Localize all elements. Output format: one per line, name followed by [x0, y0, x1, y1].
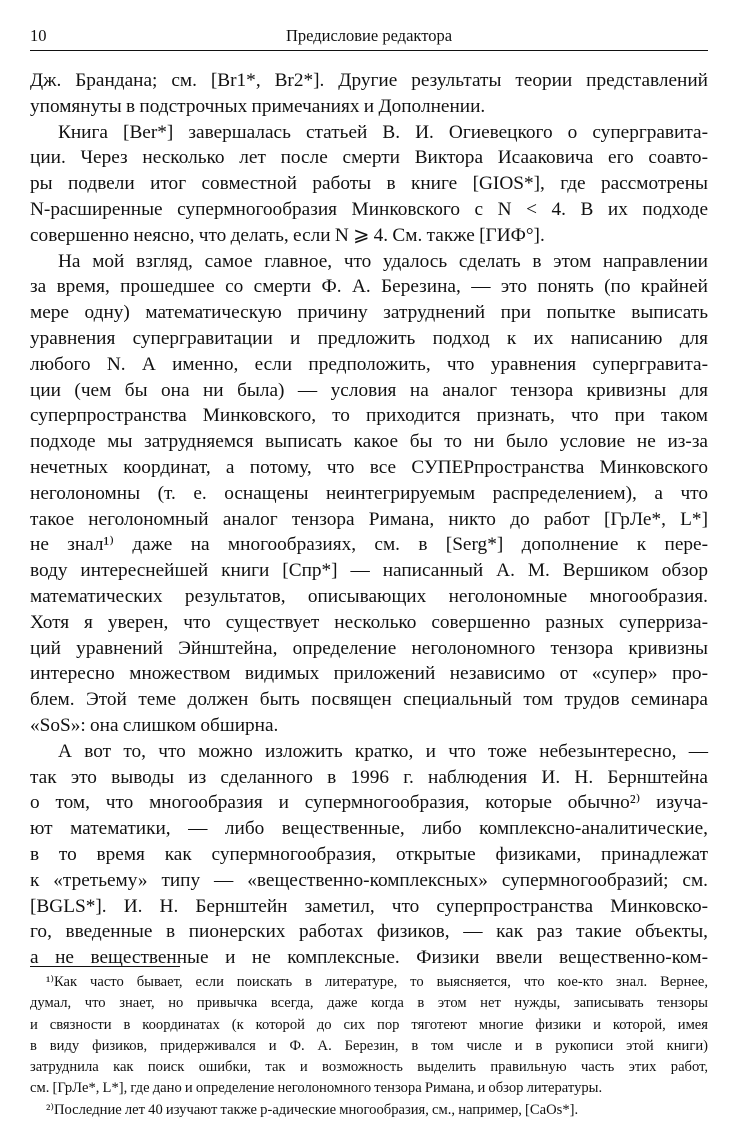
text-line: суперпространства Минковского, то приходится признать, что при таком: [30, 405, 708, 427]
text-line: ций уравнений Эйнштейна, определение неголономного тензора кривизны: [30, 637, 708, 659]
text-line: за время, прошедшее со смерти Ф. А. Березина, — это понять (по крайней: [30, 276, 708, 298]
text-line: нечетных координат, а потому, что все СУПЕРпространства Минковского: [30, 456, 708, 478]
text-line: любого N. А именно, если предположить, что уравнения супергравита-: [30, 353, 708, 375]
text-line: о том, что многообразия и супермногообразия, которые обычно²⁾ изуча-: [30, 792, 708, 814]
text-line: уравнения супергравитации и предложить подход к их написанию для: [30, 327, 708, 349]
footnote-line: в виду физиков, придерживался и Ф. А. Березин, в том числе и в рукописи этой книги): [30, 1037, 708, 1054]
text-line: упомянуты в подстрочных примечаниях и Дополнении.: [30, 95, 486, 117]
text-line: неголономны (т. е. оснащены неинтегрируемым распределением), а что: [30, 482, 708, 504]
running-title: Предисловие редактора: [285, 26, 453, 45]
footnotes: [30, 972, 708, 1121]
text-line: ции (чем бы она ни была) — условия на аналог тензора кривизны для: [30, 379, 708, 401]
text-line: блем. Этой теме должен быть посвящен специальный том трудов семинара: [30, 689, 708, 711]
text-line: На мой взгляд, самое главное, что удалось сделать в этом направлении: [58, 250, 708, 272]
text-line: в то время как супермногообразия, открытые физиками, принадлежат: [30, 843, 708, 865]
text-line: к «третьему» типу — «вещественно-комплексных» супермногообразий; см.: [30, 869, 708, 891]
text-line: воду интереснейшей книги [Спр*] — написанный А. М. Вершиком обзор: [30, 560, 708, 582]
text-line: «SoS»: она слишком обширна.: [30, 714, 279, 736]
footnote-rule: [30, 966, 180, 967]
footnote-line: ²⁾Последние лет 40 изучают также p-адические многообразия, см., например, [CaOs*].: [46, 1101, 579, 1118]
text-line: го, введенные в пионерских работах физиков, — как раз такие объекты,: [30, 921, 708, 943]
footnote-line: см. [ГрЛе*, L*], где дано и определение неголономного тензора Римана, и обзор литературы.: [30, 1080, 603, 1097]
text-line: [BGLS*]. И. Н. Бернштейн заметил, что суперпространства Минковско-: [30, 895, 708, 917]
text-line: математических результатов, описывающих неголономные многообразия.: [30, 585, 708, 607]
text-line: мере одну) математическую причину затруднений при попытке выписать: [30, 302, 708, 324]
text-line: ры подвели итог совместной работы в книге [GIOS*], где рассмотрены: [30, 173, 708, 195]
text-line: N-расширенные супермногообразия Минковского с N < 4. В их подходе: [30, 198, 708, 220]
footnote-line: думал, что знает, но привычка всегда, даже когда в этом нет нужды, записывать тензоры: [30, 995, 708, 1012]
text-line: интересно множеством видимых приложений независимо от «супер» про-: [30, 663, 708, 685]
footnote-line: ¹⁾Как часто бывает, если поискать в литературе, то выясняется, что кое-кто знал. Вернее,: [46, 974, 708, 990]
main-text: [30, 68, 708, 971]
text-line: такое неголономный аналог тензора Римана, никто до работ [ГрЛе*, L*]: [30, 508, 708, 530]
text-line: А вот то, что можно изложить кратко, и что тоже небезынтересно, —: [58, 740, 708, 762]
text-line: так это выводы из сделанного в 1996 г. наблюдения И. Н. Бернштейна: [30, 766, 708, 788]
text-line: Книга [Ber*] завершалась статьей В. И. Огиевецкого о супергравита-: [58, 121, 708, 143]
footnote-line: и связности в координатах (к которой до сих пор тяготеют многие физики и которой, имея: [30, 1016, 708, 1033]
text-line: а не вещественные и не комплексные. Физики ввели вещественно-ком-: [30, 947, 708, 969]
text-line: Дж. Брандана; см. [Br1*, Br2*]. Другие результаты теории представлений: [30, 70, 708, 91]
text-line: ции. Через несколько лет после смерти Виктора Исааковича его соавто-: [30, 147, 708, 169]
running-header: [30, 22, 708, 51]
footnote-line: затруднила как поиск ошибки, так и возможность выделить правильную часть этих работ,: [30, 1059, 708, 1076]
text-line: ют математики, — либо вещественные, либо комплексно-аналитические,: [30, 818, 708, 840]
page-number: 10: [30, 26, 47, 45]
text-line: Хотя я уверен, что существует несколько совершенно разных суперриза-: [30, 611, 708, 633]
text-line: совершенно неясно, что делать, если N ⩾ 4. См. также [ГИФ°].: [30, 224, 545, 246]
text-line: подходе мы затрудняемся выписать какое бы то ни было условие не из-за: [30, 431, 708, 453]
text-line: не знал¹⁾ даже на многообразиях, см. в [Serg*] дополнение к пере-: [30, 534, 708, 556]
